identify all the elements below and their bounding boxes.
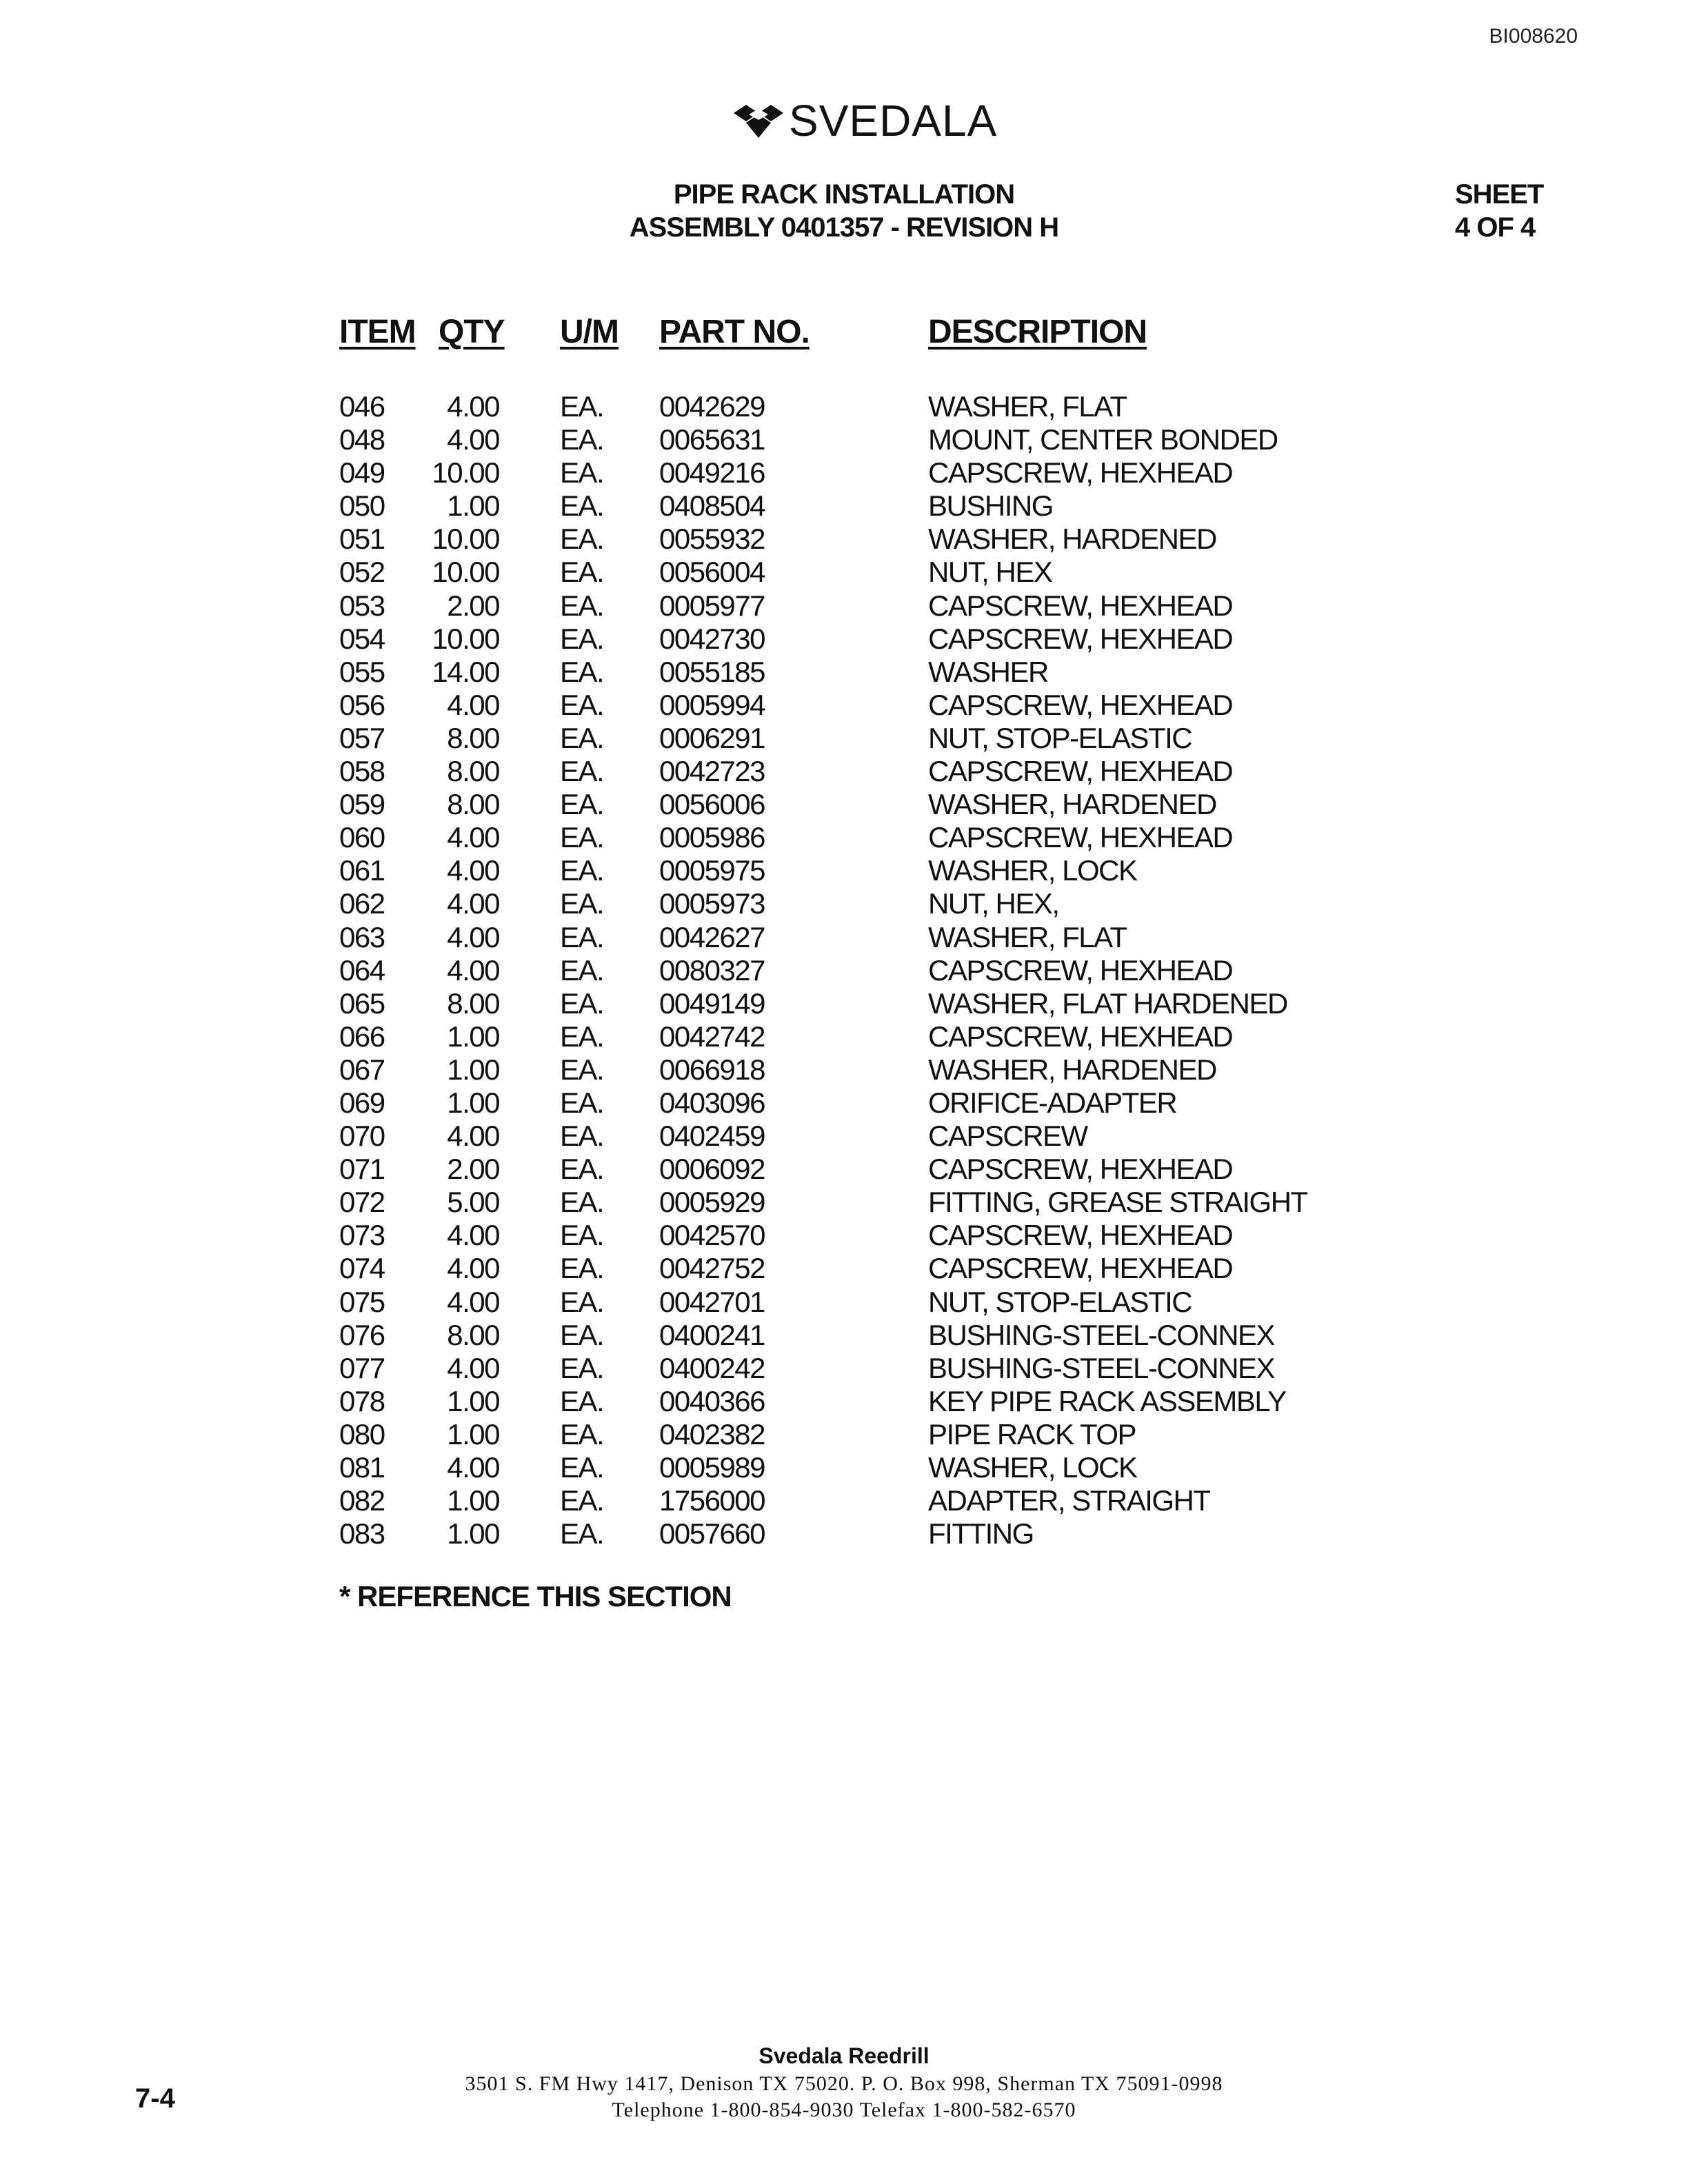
row-um: EA.: [560, 920, 604, 953]
table-row: [0, 1286, 1688, 1319]
row-um: EA.: [560, 489, 604, 523]
row-description: CAPSCREW: [928, 1120, 1087, 1153]
row-um: EA.: [560, 854, 604, 887]
row-part-no: 0049216: [659, 456, 765, 489]
row-item: 051: [339, 523, 385, 556]
row-description: CAPSCREW, HEXHEAD: [928, 456, 1233, 489]
row-um: EA.: [560, 1417, 604, 1450]
document-title: [0, 178, 1688, 244]
row-um: EA.: [560, 1384, 604, 1417]
row-part-no: 0005994: [659, 688, 765, 721]
row-item: 072: [339, 1186, 385, 1219]
row-description: CAPSCREW, HEXHEAD: [928, 821, 1233, 854]
row-description: WASHER, FLAT: [928, 920, 1127, 953]
footer-address: 3501 S. FM Hwy 1417, Denison TX 75020. P. O. Box 998, Sherman TX 75091-0998: [465, 2072, 1223, 2095]
row-item: 076: [339, 1318, 385, 1351]
row-description: CAPSCREW, HEXHEAD: [928, 1252, 1233, 1285]
row-qty: 8.00: [447, 987, 499, 1020]
footer-phone: Telephone 1-800-854-9030 Telefax 1-800-582-6570: [612, 2099, 1076, 2121]
row-um: EA.: [560, 688, 604, 721]
row-um: EA.: [560, 423, 604, 456]
row-qty: 4.00: [447, 688, 499, 721]
sheet-indicator: [1455, 178, 1543, 244]
row-part-no: 0042570: [659, 1219, 765, 1252]
table-row: [0, 1352, 1688, 1385]
row-qty: 4.00: [447, 1252, 499, 1285]
row-description: CAPSCREW, HEXHEAD: [928, 589, 1233, 622]
row-part-no: 0408504: [659, 489, 765, 523]
table-row: [0, 1120, 1688, 1153]
row-qty: 10.00: [432, 523, 499, 556]
table-row: [0, 1385, 1688, 1418]
row-qty: 5.00: [447, 1186, 499, 1219]
row-part-no: 0402382: [659, 1417, 765, 1450]
row-description: BUSHING: [928, 489, 1053, 523]
row-description: KEY PIPE RACK ASSEMBLY: [928, 1384, 1286, 1417]
row-qty: 1.00: [447, 1086, 499, 1119]
row-um: EA.: [560, 655, 604, 688]
row-qty: 1.00: [447, 1517, 499, 1550]
row-um: EA.: [560, 721, 604, 754]
svedala-diamond-logo-icon: [731, 101, 785, 141]
row-part-no: 0040366: [659, 1384, 765, 1417]
row-qty: 2.00: [447, 589, 499, 622]
row-um: EA.: [560, 456, 604, 489]
row-qty: 1.00: [447, 1020, 499, 1053]
table-row: [0, 987, 1688, 1020]
row-um: EA.: [560, 1351, 604, 1384]
row-item: 082: [339, 1484, 385, 1517]
row-description: FITTING: [928, 1517, 1034, 1550]
row-description: CAPSCREW, HEXHEAD: [928, 953, 1233, 987]
row-qty: 8.00: [447, 1318, 499, 1351]
table-row: [0, 390, 1688, 423]
row-qty: 4.00: [447, 1219, 499, 1252]
row-description: BUSHING-STEEL-CONNEX: [928, 1318, 1275, 1351]
table-row: [0, 1153, 1688, 1186]
row-qty: 4.00: [447, 953, 499, 987]
table-row: [0, 821, 1688, 854]
table-row: [0, 556, 1688, 589]
table-row: [0, 589, 1688, 623]
row-item: 083: [339, 1517, 385, 1550]
row-part-no: 0400242: [659, 1351, 765, 1384]
row-um: EA.: [560, 755, 604, 788]
row-item: 060: [339, 821, 385, 854]
reference-note: * REFERENCE THIS SECTION: [339, 1580, 732, 1612]
row-part-no: 0005973: [659, 887, 765, 920]
table-row: [0, 623, 1688, 656]
row-um: EA.: [560, 1484, 604, 1517]
row-item: 077: [339, 1351, 385, 1384]
row-qty: 1.00: [447, 1484, 499, 1517]
row-item: 052: [339, 556, 385, 589]
row-qty: 1.00: [447, 489, 499, 523]
row-um: EA.: [560, 1053, 604, 1086]
table-row: [0, 1186, 1688, 1219]
row-part-no: 0042742: [659, 1020, 765, 1053]
row-um: EA.: [560, 1285, 604, 1318]
row-item: 057: [339, 721, 385, 754]
table-row: [0, 1086, 1688, 1120]
row-um: EA.: [560, 1086, 604, 1119]
row-description: FITTING, GREASE STRAIGHT: [928, 1186, 1307, 1219]
row-item: 064: [339, 953, 385, 987]
row-um: EA.: [560, 788, 604, 821]
row-part-no: 0006291: [659, 721, 765, 754]
row-part-no: 0042701: [659, 1285, 765, 1318]
row-um: EA.: [560, 589, 604, 622]
row-qty: 1.00: [447, 1384, 499, 1417]
table-row: [0, 887, 1688, 920]
table-row: [0, 954, 1688, 987]
row-part-no: 0403096: [659, 1086, 765, 1119]
row-um: EA.: [560, 1219, 604, 1252]
row-part-no: 0080327: [659, 953, 765, 987]
row-item: 067: [339, 1053, 385, 1086]
table-row: [0, 1252, 1688, 1285]
table-row: [0, 854, 1688, 887]
row-item: 061: [339, 854, 385, 887]
table-row: [0, 1484, 1688, 1517]
table-row: [0, 689, 1688, 722]
logo-text: SVEDALA: [789, 96, 998, 145]
row-part-no: 0402459: [659, 1120, 765, 1153]
row-item: 066: [339, 1020, 385, 1053]
table-row: [0, 1418, 1688, 1451]
sheet-count: 4 OF 4: [1455, 212, 1536, 243]
row-part-no: 0055932: [659, 523, 765, 556]
row-part-no: 0065631: [659, 423, 765, 456]
row-description: WASHER, LOCK: [928, 854, 1137, 887]
row-item: 058: [339, 755, 385, 788]
row-item: 056: [339, 688, 385, 721]
row-qty: 8.00: [447, 788, 499, 821]
row-part-no: 0042629: [659, 390, 765, 423]
row-part-no: 0042627: [659, 920, 765, 953]
title-line-1: PIPE RACK INSTALLATION: [673, 179, 1015, 210]
table-row: [0, 1219, 1688, 1252]
row-item: 073: [339, 1219, 385, 1252]
row-description: CAPSCREW, HEXHEAD: [928, 1153, 1233, 1186]
row-part-no: 0042723: [659, 755, 765, 788]
row-qty: 4.00: [447, 390, 499, 423]
table-row: [0, 423, 1688, 456]
row-um: EA.: [560, 1517, 604, 1550]
row-part-no: 0005986: [659, 821, 765, 854]
row-qty: 2.00: [447, 1153, 499, 1186]
row-description: WASHER, FLAT: [928, 390, 1127, 423]
row-um: EA.: [560, 887, 604, 920]
table-row: [0, 523, 1688, 556]
row-part-no: 0049149: [659, 987, 765, 1020]
row-part-no: 0042730: [659, 622, 765, 655]
row-qty: 4.00: [447, 821, 499, 854]
row-description: ADAPTER, STRAIGHT: [928, 1484, 1210, 1517]
row-item: 078: [339, 1384, 385, 1417]
row-qty: 10.00: [432, 622, 499, 655]
row-qty: 1.00: [447, 1417, 499, 1450]
row-um: EA.: [560, 1186, 604, 1219]
row-um: EA.: [560, 821, 604, 854]
row-um: EA.: [560, 1153, 604, 1186]
row-um: EA.: [560, 953, 604, 987]
row-item: 069: [339, 1086, 385, 1119]
row-item: 059: [339, 788, 385, 821]
row-item: 070: [339, 1120, 385, 1153]
row-description: CAPSCREW, HEXHEAD: [928, 622, 1233, 655]
row-description: CAPSCREW, HEXHEAD: [928, 1020, 1233, 1053]
table-row: [0, 456, 1688, 489]
row-description: WASHER: [928, 655, 1048, 688]
table-row: [0, 1451, 1688, 1484]
row-um: EA.: [560, 1318, 604, 1351]
row-um: EA.: [560, 1120, 604, 1153]
row-qty: 14.00: [432, 655, 499, 688]
row-part-no: 1756000: [659, 1484, 765, 1517]
row-qty: 4.00: [447, 920, 499, 953]
row-um: EA.: [560, 622, 604, 655]
table-row: [0, 1319, 1688, 1352]
row-qty: 8.00: [447, 721, 499, 754]
row-item: 063: [339, 920, 385, 953]
row-um: EA.: [560, 1020, 604, 1053]
column-header-item: ITEM: [339, 314, 416, 350]
row-description: CAPSCREW, HEXHEAD: [928, 755, 1233, 788]
row-description: WASHER, HARDENED: [928, 523, 1216, 556]
row-um: EA.: [560, 987, 604, 1020]
row-part-no: 0006092: [659, 1153, 765, 1186]
column-header-description: DESCRIPTION: [928, 314, 1147, 350]
row-item: 049: [339, 456, 385, 489]
row-item: 075: [339, 1285, 385, 1318]
row-qty: 10.00: [432, 456, 499, 489]
row-qty: 4.00: [447, 1285, 499, 1318]
row-part-no: 0005989: [659, 1451, 765, 1484]
row-qty: 4.00: [447, 854, 499, 887]
row-item: 080: [339, 1417, 385, 1450]
row-item: 055: [339, 655, 385, 688]
row-description: NUT, STOP-ELASTIC: [928, 721, 1192, 754]
table-row: [0, 921, 1688, 954]
row-part-no: 0005977: [659, 589, 765, 622]
table-row: [0, 1053, 1688, 1086]
row-qty: 4.00: [447, 887, 499, 920]
parts-list: [0, 390, 1688, 1550]
row-item: 062: [339, 887, 385, 920]
document-id: BI008620: [1489, 25, 1578, 48]
row-qty: 4.00: [447, 1451, 499, 1484]
row-description: NUT, HEX,: [928, 887, 1059, 920]
row-qty: 4.00: [447, 1351, 499, 1384]
row-um: EA.: [560, 523, 604, 556]
row-part-no: 0400241: [659, 1318, 765, 1351]
row-description: WASHER, HARDENED: [928, 788, 1216, 821]
footer: [0, 2041, 1688, 2123]
row-description: WASHER, LOCK: [928, 1451, 1137, 1484]
sheet-label: SHEET: [1455, 179, 1544, 210]
row-part-no: 0066918: [659, 1053, 765, 1086]
row-description: CAPSCREW, HEXHEAD: [928, 688, 1233, 721]
row-description: CAPSCREW, HEXHEAD: [928, 1219, 1233, 1252]
title-line-2: ASSEMBLY 0401357 - REVISION H: [629, 212, 1059, 243]
row-description: NUT, HEX: [928, 556, 1052, 589]
table-row: [0, 489, 1688, 523]
row-part-no: 0005975: [659, 854, 765, 887]
table-row: [0, 788, 1688, 821]
row-qty: 10.00: [432, 556, 499, 589]
row-um: EA.: [560, 1451, 604, 1484]
company-logo: [731, 97, 997, 145]
row-description: BUSHING-STEEL-CONNEX: [928, 1351, 1275, 1384]
column-header-part-no: PART NO.: [659, 314, 810, 350]
row-qty: 1.00: [447, 1053, 499, 1086]
row-description: ORIFICE-ADAPTER: [928, 1086, 1177, 1119]
row-part-no: 0005929: [659, 1186, 765, 1219]
row-description: WASHER, FLAT HARDENED: [928, 987, 1287, 1020]
row-description: PIPE RACK TOP: [928, 1417, 1136, 1450]
row-description: MOUNT, CENTER BONDED: [928, 423, 1278, 456]
row-item: 054: [339, 622, 385, 655]
row-item: 048: [339, 423, 385, 456]
footer-company: Svedala Reedrill: [758, 2043, 930, 2068]
row-item: 074: [339, 1252, 385, 1285]
row-item: 071: [339, 1153, 385, 1186]
page-number: 7-4: [135, 2083, 175, 2114]
row-qty: 4.00: [447, 1120, 499, 1153]
row-item: 081: [339, 1451, 385, 1484]
row-qty: 4.00: [447, 423, 499, 456]
row-qty: 8.00: [447, 755, 499, 788]
row-item: 046: [339, 390, 385, 423]
table-row: [0, 722, 1688, 755]
row-part-no: 0057660: [659, 1517, 765, 1550]
row-part-no: 0055185: [659, 655, 765, 688]
table-row: [0, 1020, 1688, 1053]
row-item: 050: [339, 489, 385, 523]
row-um: EA.: [560, 390, 604, 423]
row-description: NUT, STOP-ELASTIC: [928, 1285, 1192, 1318]
row-item: 065: [339, 987, 385, 1020]
table-row: [0, 656, 1688, 689]
column-header-qty: QTY: [439, 314, 505, 350]
row-um: EA.: [560, 556, 604, 589]
row-part-no: 0056006: [659, 788, 765, 821]
column-header-um: U/M: [560, 314, 619, 350]
table-row: [0, 1517, 1688, 1550]
row-um: EA.: [560, 1252, 604, 1285]
row-item: 053: [339, 589, 385, 622]
row-part-no: 0042752: [659, 1252, 765, 1285]
row-part-no: 0056004: [659, 556, 765, 589]
row-description: WASHER, HARDENED: [928, 1053, 1216, 1086]
table-row: [0, 755, 1688, 788]
